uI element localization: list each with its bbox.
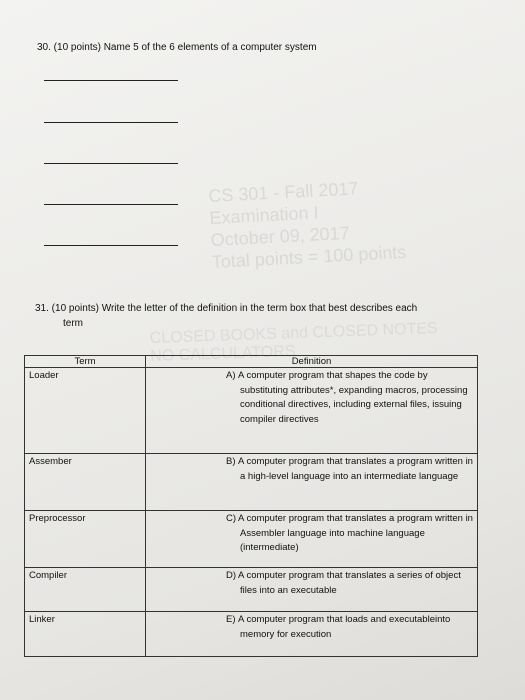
definition-text: A computer program that translates a program written in a high-level language into an intermediate language (238, 456, 473, 482)
definition-text: A computer program that loads and executableinto memory for execution (238, 614, 451, 640)
watermark-notes: CLOSED BOOKS and CLOSED NOTES NO CALCULATORS (149, 319, 438, 366)
question-31-text: 31. (10 points) Write the letter of the definition in the term box that best describes each (35, 303, 418, 314)
definition-cell (146, 568, 478, 612)
term-label: Assember (29, 456, 72, 467)
term-label: Preprocessor (29, 513, 86, 524)
question-31 (35, 301, 475, 331)
table-row (25, 454, 478, 511)
definition-text: A computer program that translates a program written in Assembler language into machine language (intermediate) (238, 513, 473, 553)
term-definition-table (24, 355, 478, 657)
definition-text: A computer program that shapes the code by substituting attributes*, expanding macros, processing conditional directives, including external files, issuing compiler directives (238, 370, 468, 425)
definition-cell (146, 368, 478, 454)
definition-letter: B) (226, 456, 236, 467)
term-cell[interactable] (25, 454, 146, 511)
term-cell[interactable] (25, 612, 146, 657)
definition-cell (146, 454, 478, 511)
definition-letter: E) (226, 614, 236, 625)
table-row (25, 612, 478, 657)
term-cell[interactable] (25, 511, 146, 568)
question-31-text-cont: term (63, 318, 83, 329)
definition-header: Definition (146, 356, 478, 368)
definition-cell (146, 511, 478, 568)
definition-letter: C) (226, 513, 237, 524)
term-cell[interactable] (25, 368, 146, 454)
table-row (25, 511, 478, 568)
term-label: Linker (29, 614, 55, 625)
definition-letter: A) (226, 370, 236, 381)
answer-blank-4[interactable] (44, 204, 178, 205)
table-row (25, 568, 478, 612)
table-row (25, 368, 478, 454)
answer-blank-5[interactable] (44, 245, 178, 246)
term-label: Loader (29, 370, 59, 381)
term-header: Term (25, 356, 146, 368)
definition-cell (146, 612, 478, 657)
answer-blank-3[interactable] (44, 163, 178, 164)
term-cell[interactable] (25, 568, 146, 612)
watermark-header: CS 301 - Fall 2017 Examination I October 09, 2017 Total points = 100 points (207, 178, 407, 273)
question-30: 30. (10 points) Name 5 of the 6 elements of a computer system (37, 42, 317, 53)
definition-text: A computer program that translates a series of object files into an executable (238, 570, 461, 596)
answer-blank-1[interactable] (44, 80, 178, 81)
definition-letter: D) (226, 570, 237, 581)
term-label: Compiler (29, 570, 68, 581)
answer-blank-2[interactable] (44, 122, 178, 123)
